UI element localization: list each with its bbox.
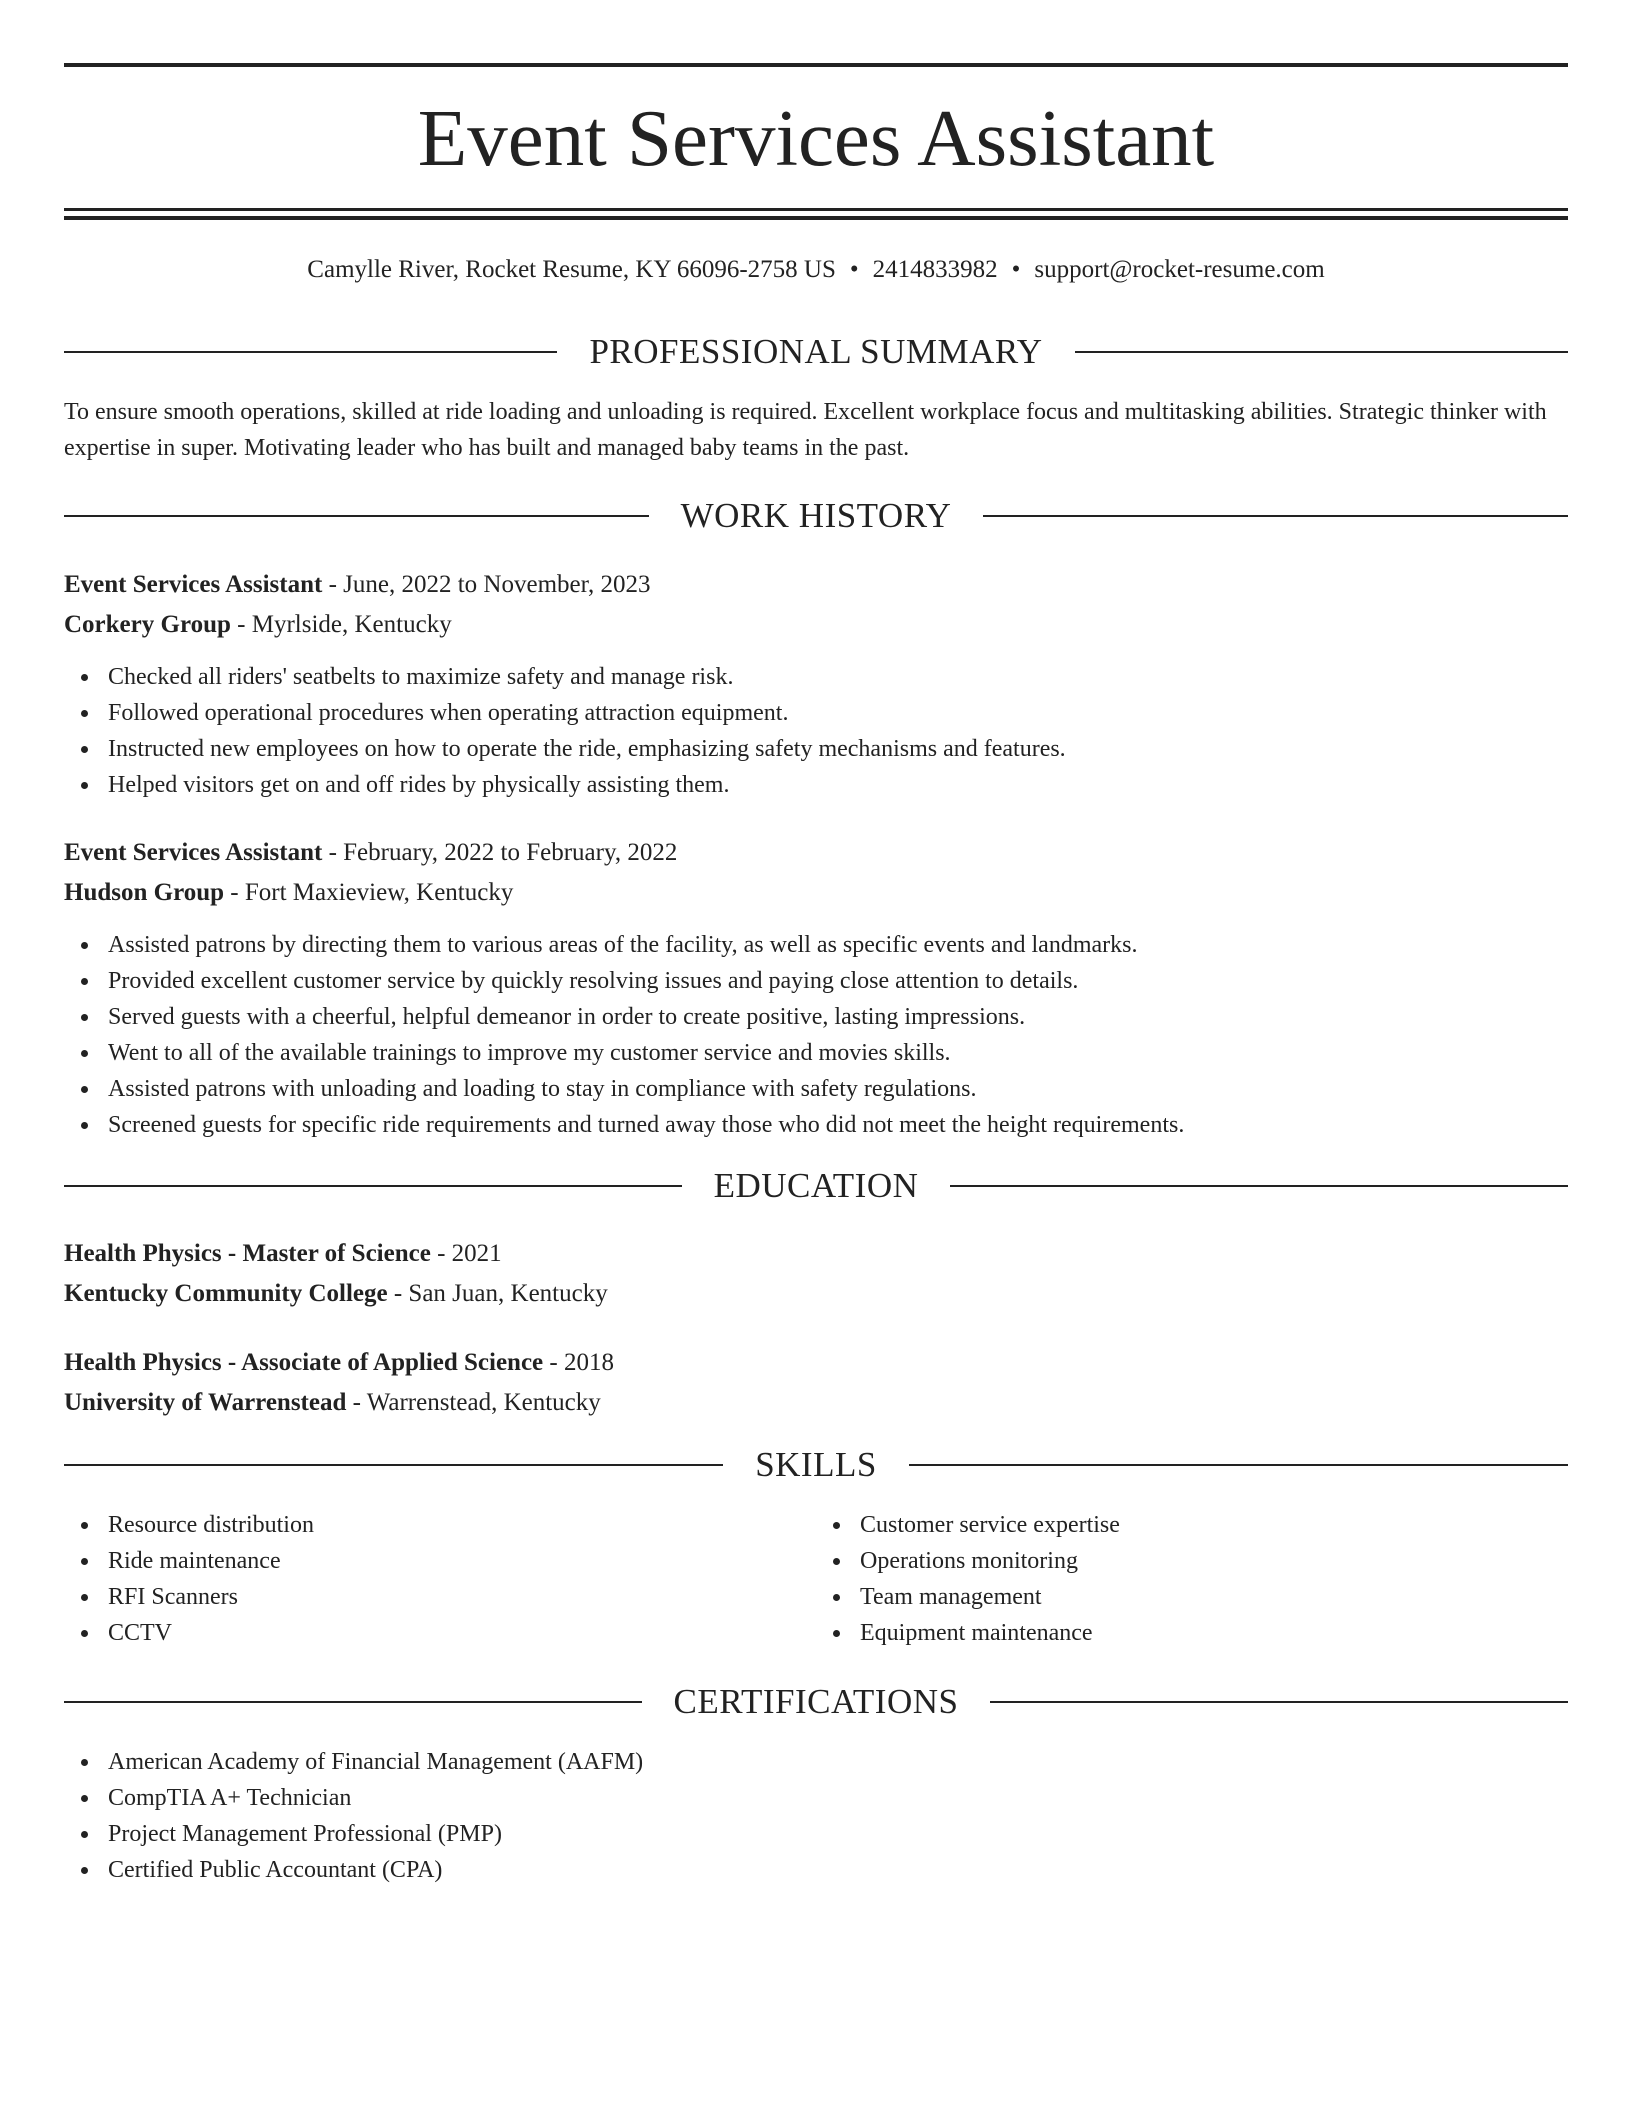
list-item: Assisted patrons by directing them to various areas of the facility, as well as specific events and landmarks.	[64, 927, 1568, 963]
bullet-dot	[833, 1630, 840, 1637]
divider-line	[950, 1185, 1568, 1187]
list-item: Assisted patrons with unloading and loading to stay in compliance with safety regulations.	[64, 1071, 1568, 1107]
school-line	[64, 1274, 1568, 1314]
contact-separator: •	[849, 256, 859, 283]
degree-line	[64, 1234, 1568, 1274]
section-title: EDUCATION	[713, 1166, 919, 1205]
divider-line	[64, 1464, 723, 1466]
bullet-dot	[81, 1795, 88, 1802]
section-title: PROFESSIONAL SUMMARY	[589, 332, 1043, 371]
top-rule	[64, 63, 1568, 67]
section-heading-skills	[64, 1443, 1568, 1487]
job-location: - Fort Maxieview, Kentucky	[224, 879, 514, 906]
bullet-dot	[81, 782, 88, 789]
divider-line	[983, 515, 1568, 517]
list-item: Screened guests for specific ride requirements and turned away those who did not meet the height requirements.	[64, 1107, 1568, 1143]
list-item: Resource distribution	[64, 1507, 816, 1543]
job-location: - Myrlside, Kentucky	[230, 611, 452, 638]
list-item: Checked all riders' seatbelts to maximize safety and manage risk.	[64, 659, 1568, 695]
job-dates: - February, 2022 to February, 2022	[322, 839, 678, 866]
list-item: CCTV	[64, 1615, 816, 1651]
list-item: Equipment maintenance	[816, 1615, 1568, 1651]
section-title: CERTIFICATIONS	[673, 1682, 959, 1721]
bullet-dot	[81, 1759, 88, 1766]
divider-line	[909, 1464, 1568, 1466]
summary-text: To ensure smooth operations, skilled at ride loading and unloading is required. Excellent workplace focus and multitasking abilities. Strategic thinker with expertise in super. Motivating leader who has built and managed baby teams in the past.	[64, 399, 1547, 461]
list-item: Provided excellent customer service by quickly resolving issues and paying close attention to details.	[64, 963, 1568, 999]
list-item: Followed operational procedures when operating attraction equipment.	[64, 695, 1568, 731]
bullet-dot	[81, 1086, 88, 1093]
education-entry	[64, 1343, 1568, 1423]
bullet-dot	[81, 942, 88, 949]
bullet-dot	[833, 1558, 840, 1565]
section-heading-certifications	[64, 1680, 1568, 1724]
degree: Health Physics - Master of Science	[64, 1240, 431, 1267]
divider-line	[64, 515, 649, 517]
bullet-dot	[81, 1831, 88, 1838]
degree: Health Physics - Associate of Applied Science	[64, 1349, 544, 1376]
job-title: Event Services Assistant	[64, 571, 323, 598]
list-item: Team management	[816, 1579, 1568, 1615]
job-entry	[64, 565, 1568, 645]
list-item: Certified Public Accountant (CPA)	[64, 1852, 1568, 1888]
contact-line	[64, 252, 1568, 288]
list-item: Ride maintenance	[64, 1543, 816, 1579]
job-company-line	[64, 873, 1568, 913]
bullet-dot	[81, 1522, 88, 1529]
divider-line	[64, 1185, 682, 1187]
skills-grid	[64, 1507, 1568, 1651]
section-heading-education	[64, 1164, 1568, 1208]
job-entry	[64, 833, 1568, 913]
list-item: RFI Scanners	[64, 1579, 816, 1615]
list-item: American Academy of Financial Management (AAFM)	[64, 1744, 1568, 1780]
divider-line	[990, 1701, 1568, 1703]
job-bullets	[64, 659, 1568, 803]
certifications-list	[64, 1744, 1568, 1888]
contact-phone: 2414833982	[872, 256, 998, 283]
list-item: Operations monitoring	[816, 1543, 1568, 1579]
bullet-dot	[81, 1594, 88, 1601]
bullet-dot	[81, 1867, 88, 1874]
divider-line	[64, 1701, 642, 1703]
degree-year: - 2021	[430, 1240, 502, 1267]
list-item: Project Management Professional (PMP)	[64, 1816, 1568, 1852]
job-title-line	[64, 565, 1568, 605]
school-location: - San Juan, Kentucky	[387, 1280, 608, 1307]
school: Kentucky Community College	[64, 1280, 388, 1307]
resume-title: Event Services Assistant	[417, 93, 1215, 183]
school: University of Warrenstead	[64, 1389, 347, 1416]
job-company-line	[64, 605, 1568, 645]
skills-column-left	[64, 1507, 816, 1651]
divider-line	[1075, 351, 1568, 353]
list-item: Instructed new employees on how to operate the ride, emphasizing safety mechanisms and features.	[64, 731, 1568, 767]
degree-year: - 2018	[543, 1349, 614, 1376]
list-item: Served guests with a cheerful, helpful demeanor in order to create positive, lasting impressions.	[64, 999, 1568, 1035]
list-item: Customer service expertise	[816, 1507, 1568, 1543]
job-title-line	[64, 833, 1568, 873]
title-double-rule	[64, 208, 1568, 220]
bullet-dot	[81, 1630, 88, 1637]
school-line	[64, 1383, 1568, 1423]
bullet-dot	[81, 1122, 88, 1129]
bullet-dot	[81, 710, 88, 717]
job-company: Corkery Group	[64, 611, 231, 638]
bullet-dot	[81, 1014, 88, 1021]
contact-email: support@rocket-resume.com	[1034, 256, 1325, 283]
skills-column-right	[816, 1507, 1568, 1651]
bullet-dot	[81, 674, 88, 681]
job-company: Hudson Group	[64, 879, 225, 906]
job-title: Event Services Assistant	[64, 839, 323, 866]
section-title: SKILLS	[755, 1445, 877, 1484]
bullet-dot	[81, 1558, 88, 1565]
degree-line	[64, 1343, 1568, 1383]
list-item: Went to all of the available trainings to improve my customer service and movies skills.	[64, 1035, 1568, 1071]
section-title: WORK HISTORY	[680, 496, 952, 535]
bullet-dot	[81, 746, 88, 753]
section-heading-summary	[64, 330, 1568, 374]
bullet-dot	[833, 1594, 840, 1601]
list-item: Helped visitors get on and off rides by physically assisting them.	[64, 767, 1568, 803]
bullet-dot	[81, 978, 88, 985]
list-item: CompTIA A+ Technician	[64, 1780, 1568, 1816]
bullet-dot	[81, 1050, 88, 1057]
contact-separator: •	[1011, 256, 1021, 283]
bullet-dot	[833, 1522, 840, 1529]
section-heading-work	[64, 494, 1568, 538]
education-entry	[64, 1234, 1568, 1314]
job-bullets	[64, 927, 1568, 1143]
divider-line	[64, 351, 557, 353]
school-location: - Warrenstead, Kentucky	[346, 1389, 601, 1416]
contact-address: Camylle River, Rocket Resume, KY 66096-2758 US	[307, 256, 836, 283]
job-dates: - June, 2022 to November, 2023	[322, 571, 651, 598]
